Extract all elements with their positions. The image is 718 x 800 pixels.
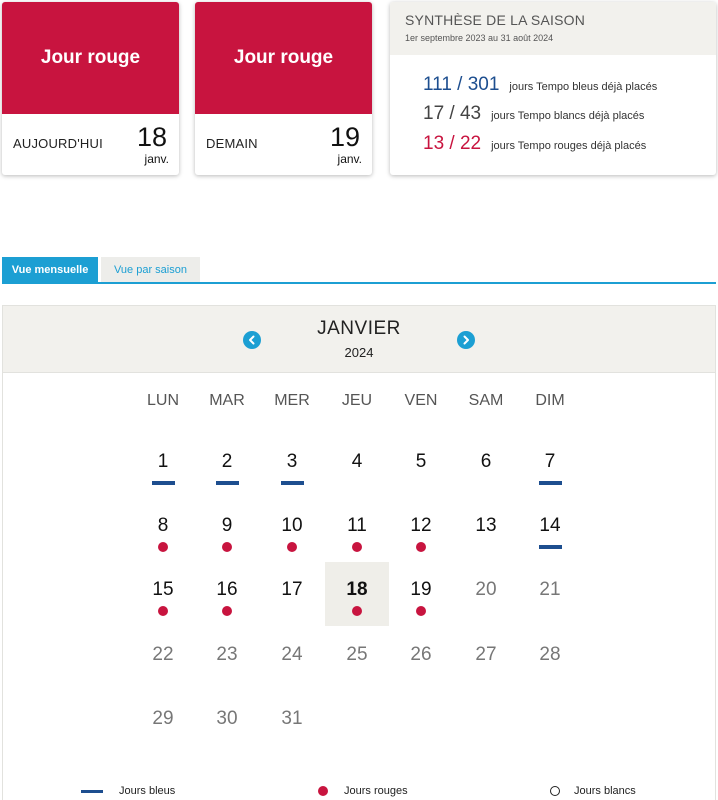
day-number: 9 [221,515,233,536]
day-number: 10 [281,515,303,536]
day-number: 5 [415,451,427,472]
calendar-day[interactable] [518,434,582,498]
day-number: 1 [157,451,169,472]
red-day-marker [416,606,426,616]
day-number: 28 [539,644,561,665]
red-day-marker [287,542,297,552]
calendar-day[interactable] [195,691,259,755]
blue-day-marker [539,481,562,485]
view-tabs [2,257,716,284]
season-row-blue [423,74,657,96]
next-month-button[interactable] [457,331,475,349]
weekday-header: DIM [535,392,565,409]
calendar-day[interactable] [260,562,324,626]
day-number: 30 [216,708,238,729]
calendar-day[interactable] [325,498,389,562]
calendar-day[interactable] [518,498,582,562]
tomorrow-day-number: 19 [329,122,360,152]
calendar-day[interactable] [325,434,389,498]
calendar-day[interactable] [454,627,518,691]
season-summary-header [390,2,716,55]
calendar-day[interactable] [260,434,324,498]
calendar-day[interactable] [389,627,453,691]
day-number: 6 [480,451,492,472]
calendar-day[interactable] [260,627,324,691]
calendar-month: JANVIER [317,318,401,339]
today-day-number: 18 [136,122,167,152]
calendar-year: 2024 [344,345,374,360]
season-title: SYNTHÈSE DE LA SAISON [405,12,586,28]
tomorrow-month: janv. [337,152,362,166]
season-row-red [423,133,646,155]
red-day-marker [222,542,232,552]
blue-day-marker [281,481,304,485]
day-number: 7 [544,451,556,472]
day-number: 20 [475,579,497,600]
calendar-day[interactable] [389,434,453,498]
calendar-day[interactable] [131,627,195,691]
white-circle-icon [550,786,560,796]
legend-white-label: Jours blancs [574,785,636,797]
blue-day-marker [539,545,562,549]
red-day-marker [416,542,426,552]
tomorrow-label: DEMAIN [206,136,258,151]
weekday-header: VEN [404,392,438,409]
red-day-marker [352,606,362,616]
day-number: 22 [152,644,174,665]
legend-red-days [318,785,408,797]
calendar-day[interactable] [260,498,324,562]
day-number: 29 [152,708,174,729]
calendar-day[interactable] [518,627,582,691]
calendar-day[interactable] [518,562,582,626]
calendar-day[interactable] [454,562,518,626]
legend-red-label: Jours rouges [344,785,408,797]
day-number: 14 [539,515,561,536]
calendar [2,305,716,800]
calendar-day[interactable] [325,627,389,691]
season-period: 1er septembre 2023 au 31 août 2024 [405,33,554,43]
calendar-day[interactable] [454,498,518,562]
tab-monthly-view[interactable]: Vue mensuelle [2,257,98,282]
day-number: 27 [475,644,497,665]
day-number: 21 [539,579,561,600]
calendar-day[interactable] [195,627,259,691]
weekday-header: JEU [341,392,373,409]
season-row-white [423,103,644,125]
calendar-day[interactable] [389,498,453,562]
legend-blue-label: Jours bleus [119,785,176,797]
calendar-header [3,306,715,373]
calendar-day-today[interactable] [325,562,389,626]
weekday-header: LUN [146,392,179,409]
red-days-label: jours Tempo rouges déjà placés [491,140,647,152]
calendar-day[interactable] [454,434,518,498]
blue-day-marker [152,481,175,485]
red-day-marker [222,606,232,616]
calendar-day[interactable] [389,562,453,626]
red-day-marker [352,542,362,552]
blue-bar-icon [81,790,103,793]
day-number: 4 [351,451,363,472]
weekday-header: SAM [468,392,504,409]
legend-white-days [550,785,636,797]
day-number: 25 [346,644,368,665]
white-days-label: jours Tempo blancs déjà placés [491,110,645,122]
blue-day-marker [216,481,239,485]
red-dot-icon [318,786,328,796]
today-card [2,2,179,175]
day-number: 18 [346,579,368,600]
calendar-day[interactable] [195,434,259,498]
red-day-marker [158,542,168,552]
day-number: 3 [286,451,298,472]
day-number: 2 [221,451,233,472]
day-number: 26 [410,644,432,665]
day-number: 11 [347,515,367,536]
tab-season-view[interactable]: Vue par saison [101,257,200,282]
calendar-day[interactable] [131,434,195,498]
tomorrow-color-label: Jour rouge [195,2,372,114]
day-number: 12 [410,515,432,536]
blue-days-count: 111 / 301 [423,74,500,95]
today-label: AUJOURD'HUI [13,136,103,151]
day-number: 31 [281,708,303,729]
calendar-day[interactable] [131,498,195,562]
red-days-count: 13 / 22 [423,133,482,154]
today-color-label: Jour rouge [2,2,179,114]
calendar-day[interactable] [195,562,259,626]
weekday-header: MER [274,392,310,409]
day-number: 13 [475,515,497,536]
red-day-marker [158,606,168,616]
day-number: 17 [281,579,303,600]
calendar-day[interactable] [131,691,195,755]
day-number: 8 [157,515,169,536]
day-number: 24 [281,644,303,665]
day-number: 23 [216,644,238,665]
day-number: 16 [216,579,238,600]
tomorrow-card [195,2,372,175]
legend-blue-days [81,785,175,797]
season-summary-card [390,2,716,175]
blue-days-label: jours Tempo bleus déjà placés [509,81,658,93]
day-number: 19 [410,579,432,600]
today-month: janv. [144,152,169,166]
calendar-day[interactable] [260,691,324,755]
weekday-header: MAR [209,392,245,409]
calendar-day[interactable] [131,562,195,626]
chevron-right-icon [461,335,471,345]
calendar-day[interactable] [195,498,259,562]
white-days-count: 17 / 43 [423,103,482,124]
day-number: 15 [152,579,174,600]
